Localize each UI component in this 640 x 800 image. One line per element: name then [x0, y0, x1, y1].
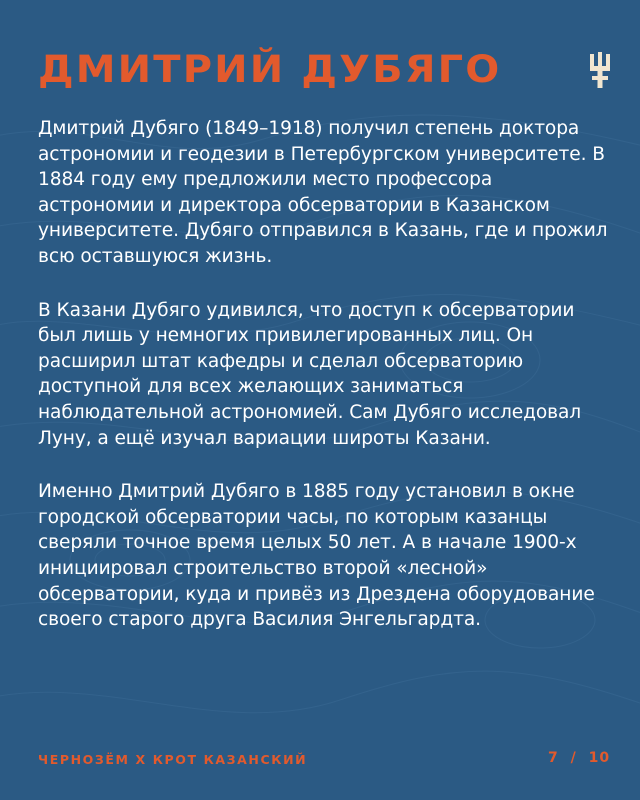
page-total: 10 [588, 750, 611, 766]
page-indicator [548, 750, 610, 766]
page-current: 7 [548, 750, 559, 766]
paragraph-1: Дмитрий Дубяго (1849–1918) получил степень доктора астрономии и геодезии в Петербургском университете. В 1884 году ему предложили место профессора астрономии и директора обсерватории в Казанском университете. Дубяго отправился в Казань, где и прожил всю оставшуюся жизнь. [38, 118, 608, 267]
page-separator: / [570, 750, 577, 766]
paragraph-3: Именно Дмитрий Дубяго в 1885 году установил в окне городской обсерватории часы, по которым казанцы сверяли точное время целых 50 лет. А в начале 1900-х инициировал строительство второй «лесной» обсерватории, куда и привёз из Дрездена оборудование своего старого друга Василия Энгельгардта. [38, 481, 595, 631]
paragraph-2: В Казани Дубяго удивился, что доступ к обсерватории был лишь у немногих привилегированных лиц. Он расширил штат кафедры и сделал обсерваторию доступной для всех желающих заниматься наблюдательной астрономией. Сам Дубяго исследовал Луну, а ещё изучал вариации широты Казани. [38, 299, 582, 449]
fork-trident-logo-icon [588, 52, 612, 90]
footer-credit: ЧЕРНОЗЁМ Х КРОТ КАЗАНСКИЙ [38, 752, 308, 767]
article-body [38, 116, 613, 661]
page-title: ДМИТРИЙ ДУБЯГО [38, 48, 502, 91]
